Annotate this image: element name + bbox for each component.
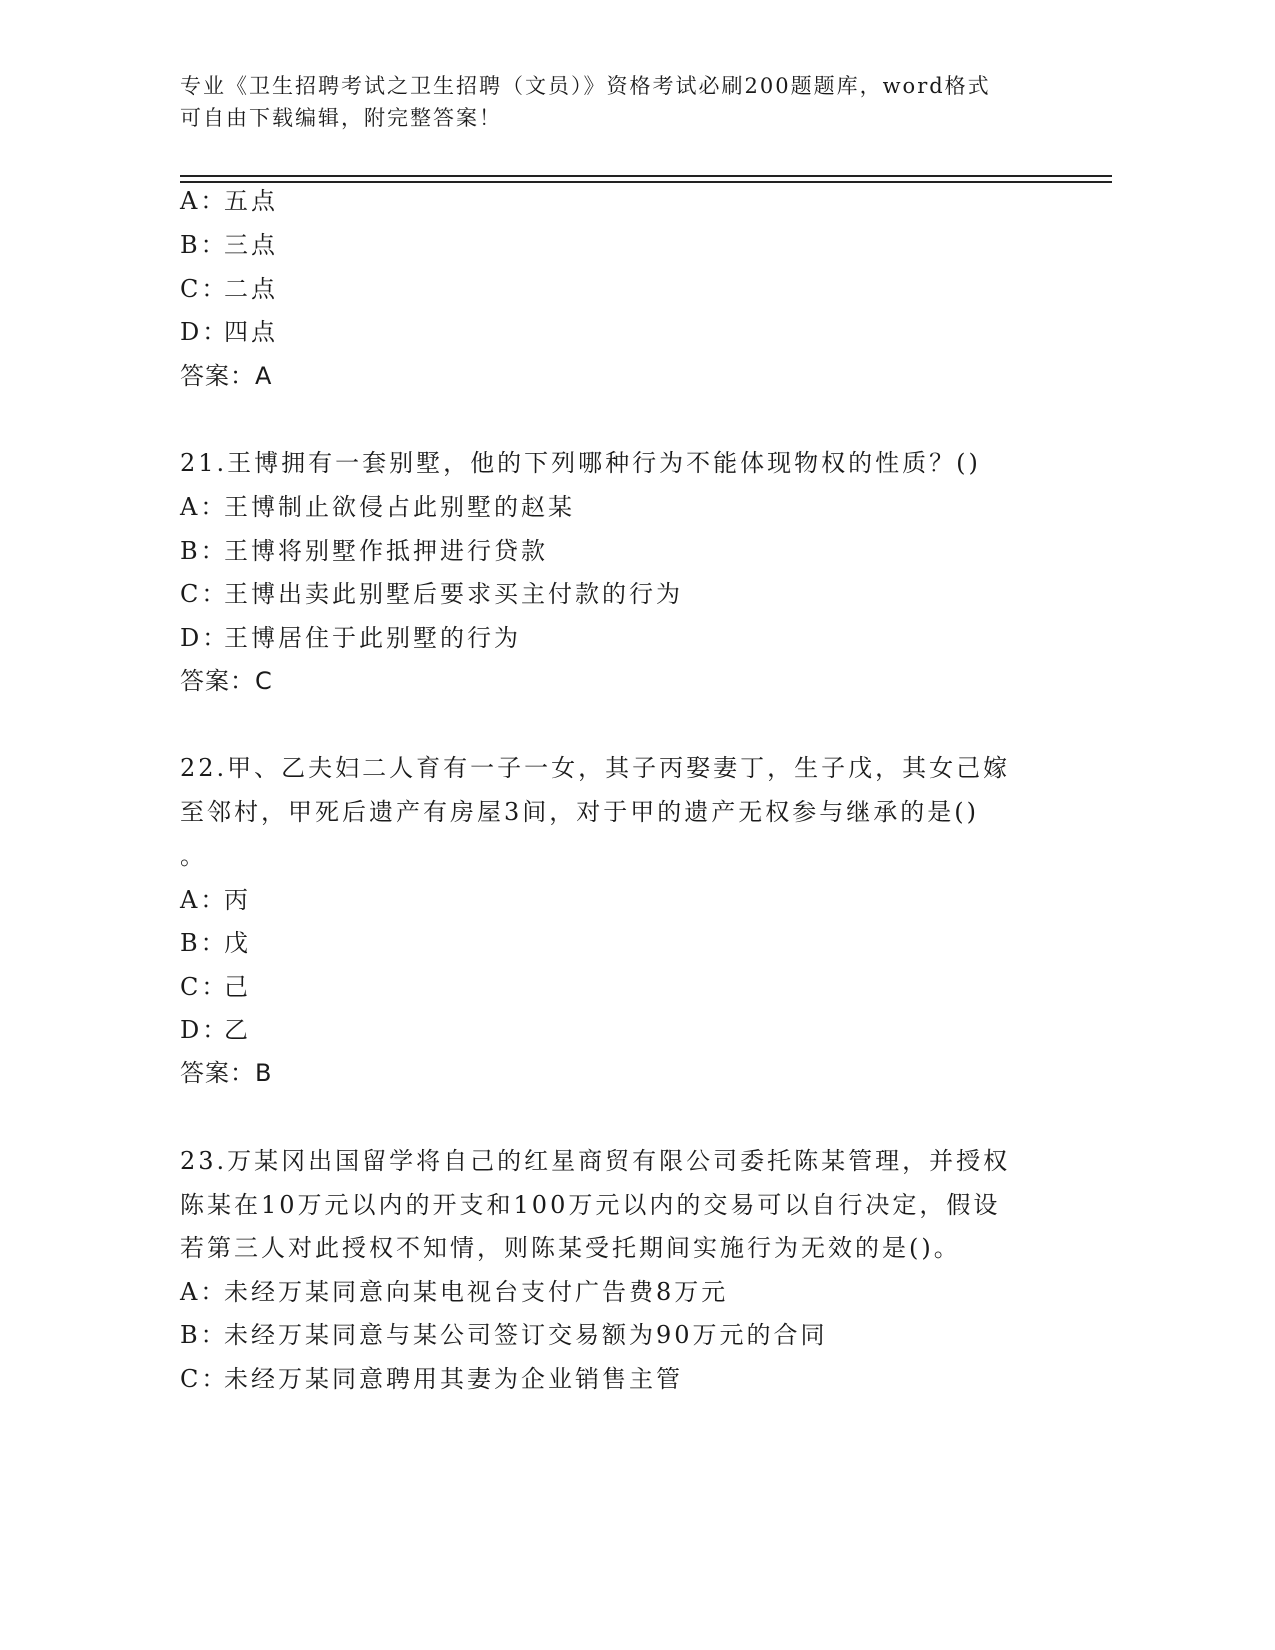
- question-22-stem-line-2: 至邻村，甲死后遗产有房屋3间，对于甲的遗产无权参与继承的是(): [180, 798, 979, 826]
- option-a: A：丙: [180, 886, 251, 914]
- option-c: C：己: [180, 973, 251, 1001]
- option-a: A：五点: [180, 187, 278, 215]
- option-c: C：二点: [180, 275, 278, 303]
- option-c: C：未经万某同意聘用其妻为企业销售主管: [180, 1365, 683, 1393]
- option-b: B：三点: [180, 231, 278, 259]
- option-d: D：乙: [180, 1016, 251, 1044]
- header-divider-top: [180, 175, 1112, 177]
- question-23-stem-line-1: 23.万某冈出国留学将自己的红星商贸有限公司委托陈某管理，并授权: [180, 1147, 1011, 1175]
- document-header: [180, 70, 1040, 134]
- answer-line: 答案：C: [180, 667, 273, 695]
- option-c: C：王博出卖此别墅后要求买主付款的行为: [180, 580, 683, 608]
- question-22-stem-line-1: 22.甲、乙夫妇二人育有一子一女，其子丙娶妻丁，生子戊，其女己嫁: [180, 754, 1011, 782]
- answer-line: 答案：B: [180, 1059, 273, 1087]
- option-b: B：王博将别墅作抵押进行贷款: [180, 537, 548, 565]
- question-23-stem-line-3: 若第三人对此授权不知情，则陈某受托期间实施行为无效的是()。: [180, 1234, 961, 1262]
- option-d: D：王博居住于此别墅的行为: [180, 624, 521, 652]
- header-line-1: 专业《卫生招聘考试之卫生招聘（文员）》资格考试必刷200题题库，word格式: [180, 74, 991, 98]
- header-divider-bottom: [180, 181, 1112, 183]
- option-b: B：戊: [180, 929, 251, 957]
- question-21-stem: 21.王博拥有一套别墅，他的下列哪种行为不能体现物权的性质？(): [180, 449, 981, 477]
- header-line-2: 可自由下载编辑，附完整答案！: [180, 106, 502, 130]
- option-a: A：王博制止欲侵占此别墅的赵某: [180, 493, 575, 521]
- answer-line: 答案：A: [180, 362, 273, 390]
- option-d: D：四点: [180, 318, 278, 346]
- question-22-stem-line-3: 。: [180, 842, 207, 870]
- question-23-stem-line-2: 陈某在10万元以内的开支和100万元以内的交易可以自行决定，假设: [180, 1191, 1001, 1219]
- option-a: A：未经万某同意向某电视台支付广告费8万元: [180, 1278, 729, 1306]
- option-b: B：未经万某同意与某公司签订交易额为90万元的合同: [180, 1321, 828, 1349]
